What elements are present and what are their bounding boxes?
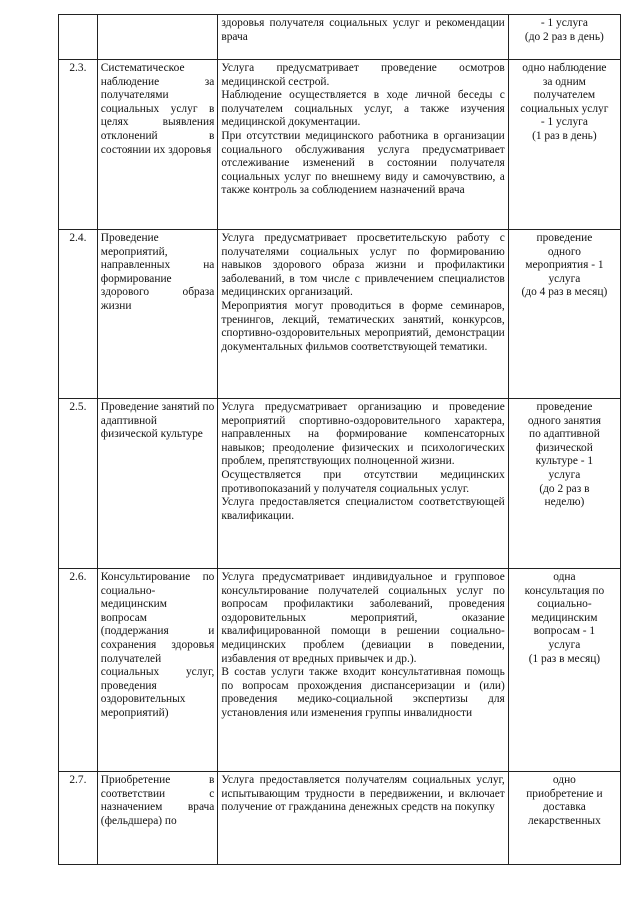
volume-line: проведение xyxy=(536,401,593,413)
volume-line: физической xyxy=(535,441,593,454)
volume-line: услуга xyxy=(548,468,581,481)
volume-line: (1 раз в месяц) xyxy=(528,652,601,665)
description-paragraph: Услуга предусматривает просветительскую работу с получателями социальных услуг по формированию навыков здорового образа жизни и профилактики заболеваний, в том числе с привлечением специалистов медицинских организаций. xyxy=(221,232,505,299)
volume-line: (до 2 раз в xyxy=(539,482,590,495)
description-paragraph: Услуга предоставляется специалистом соответствующей квалификации. xyxy=(221,496,505,522)
volume-line: одного xyxy=(547,245,581,258)
service-description xyxy=(218,772,508,865)
volume-line: доставка xyxy=(542,801,586,814)
service-volume xyxy=(508,230,620,399)
description-paragraph: Услуга предусматривает проведение осмотров медицинской сестрой. xyxy=(221,62,505,88)
service-volume xyxy=(508,399,620,569)
service-volume xyxy=(508,15,620,60)
volume-line: за одним xyxy=(542,75,586,88)
volume-line: проведение xyxy=(536,232,593,244)
table-row xyxy=(59,569,621,772)
volume-line: вопросам - 1 xyxy=(533,625,596,638)
volume-line: приобретение и xyxy=(526,787,603,800)
description-paragraph: Услуга предусматривает индивидуальное и групповое консультирование получателей социальных услуг по вопросам профилактики заболеваний, проведения оздоровительных мероприятий, оказание квалифицированной помощи в решении социально-медицинских проблем (девиации в поведении, избавления от вредных привычек и др.). xyxy=(221,571,505,665)
description-paragraph: Мероприятия могут проводиться в форме семинаров, тренингов, лекций, тематических занятий, конкурсов, спортивно-оздоровительных мероприятий, демонстрации документальных фильмов соответствующей тематики. xyxy=(221,299,505,353)
services-table xyxy=(58,14,621,865)
table-row xyxy=(59,772,621,865)
row-number: 2.7. xyxy=(59,772,98,865)
volume-line: получателем xyxy=(533,89,596,102)
volume-line: социальных услуг xyxy=(520,102,609,115)
volume-line: - 1 услуга xyxy=(540,116,588,129)
row-number: 2.6. xyxy=(59,569,98,772)
service-volume xyxy=(508,60,620,230)
service-name xyxy=(97,15,218,60)
service-name: Проведение мероприятий, направленных на формирование здорового образа жизни xyxy=(97,230,218,399)
volume-line: одно наблюдение xyxy=(522,62,607,74)
volume-line: лекарственных xyxy=(527,814,601,827)
description-paragraph: Услуга предусматривает организацию и проведение мероприятий спортивно-оздоровительного характера, направленных на формирование компенсаторных навыков; преодоление физических и психологических проблем, препятствующих полноценной жизни. xyxy=(221,401,505,468)
row-number: 2.5. xyxy=(59,399,98,569)
volume-line: одного занятия xyxy=(527,414,601,427)
volume-line: услуга xyxy=(548,638,581,651)
service-description xyxy=(218,15,508,60)
row-number: 2.3. xyxy=(59,60,98,230)
description-paragraph: Наблюдение осуществляется в ходе личной беседы с получателем социальных услуг, а также изучения медицинской документации. xyxy=(221,89,505,129)
volume-line: (1 раз в день) xyxy=(532,129,597,142)
service-volume xyxy=(508,772,620,865)
volume-line: одна xyxy=(553,571,576,583)
volume-line: по адаптивной xyxy=(528,428,600,441)
volume-line: культуре - 1 xyxy=(535,455,594,468)
description-paragraph: Осуществляется при отсутствии медицинских противопоказаний у получателя социальных услуг. xyxy=(221,468,505,495)
description-paragraph: здоровья получателя социальных услуг и рекомендации врача xyxy=(221,17,505,43)
table-row xyxy=(59,399,621,569)
service-name: Приобретение в соответствии с назначением врача (фельдшера) по xyxy=(97,772,218,865)
row-number: 2.4. xyxy=(59,230,98,399)
table-row xyxy=(59,15,621,60)
service-volume xyxy=(508,569,620,772)
description-paragraph: В состав услуги также входит консультативная помощь по вопросам прохождения диспансеризации и (или) проведения медико-социальной экспертизы для установления или изменения группы инвалидности xyxy=(221,666,505,719)
volume-line: мероприятия - 1 xyxy=(525,259,604,272)
service-name: Проведение занятий по адаптивной физической культуре xyxy=(97,399,218,569)
table-row xyxy=(59,60,621,230)
volume-line: - 1 услуга xyxy=(540,17,588,29)
volume-line: услуга xyxy=(548,272,581,285)
service-description xyxy=(218,399,508,569)
volume-line: консультация по xyxy=(524,584,605,597)
row-number xyxy=(59,15,98,60)
volume-line: социально- xyxy=(537,598,592,611)
service-description xyxy=(218,230,508,399)
description-paragraph: При отсутствии медицинского работника в организации социального обслуживания услуга предусматривает отслеживание изменений в состоянии получателя социальных услуг по внешнему виду и самочувствию, а также контроль за соблюдением назначений врача xyxy=(221,129,505,197)
service-description xyxy=(218,60,508,230)
volume-line: одно xyxy=(552,774,576,786)
service-name: Консультирование по социально-медицинским вопросам (поддержания и сохранения здоровья получателей социальных услуг, проведения оздоровительных мероприятий) xyxy=(97,569,218,772)
service-name: Систематическое наблюдение за получателями социальных услуг в целях выявления отклонений в состоянии их здоровья xyxy=(97,60,218,230)
volume-line: медицинским xyxy=(531,611,598,624)
description-paragraph: Услуга предоставляется получателям социальных услуг, испытывающим трудности в передвижении, и включает получение от гражданина денежных средств на покупку xyxy=(221,774,505,814)
volume-line: (до 4 раз в месяц) xyxy=(521,286,608,299)
table-row xyxy=(59,230,621,399)
service-description xyxy=(218,569,508,772)
volume-line: (до 2 раз в день) xyxy=(524,30,604,43)
volume-line: неделю) xyxy=(544,496,585,509)
